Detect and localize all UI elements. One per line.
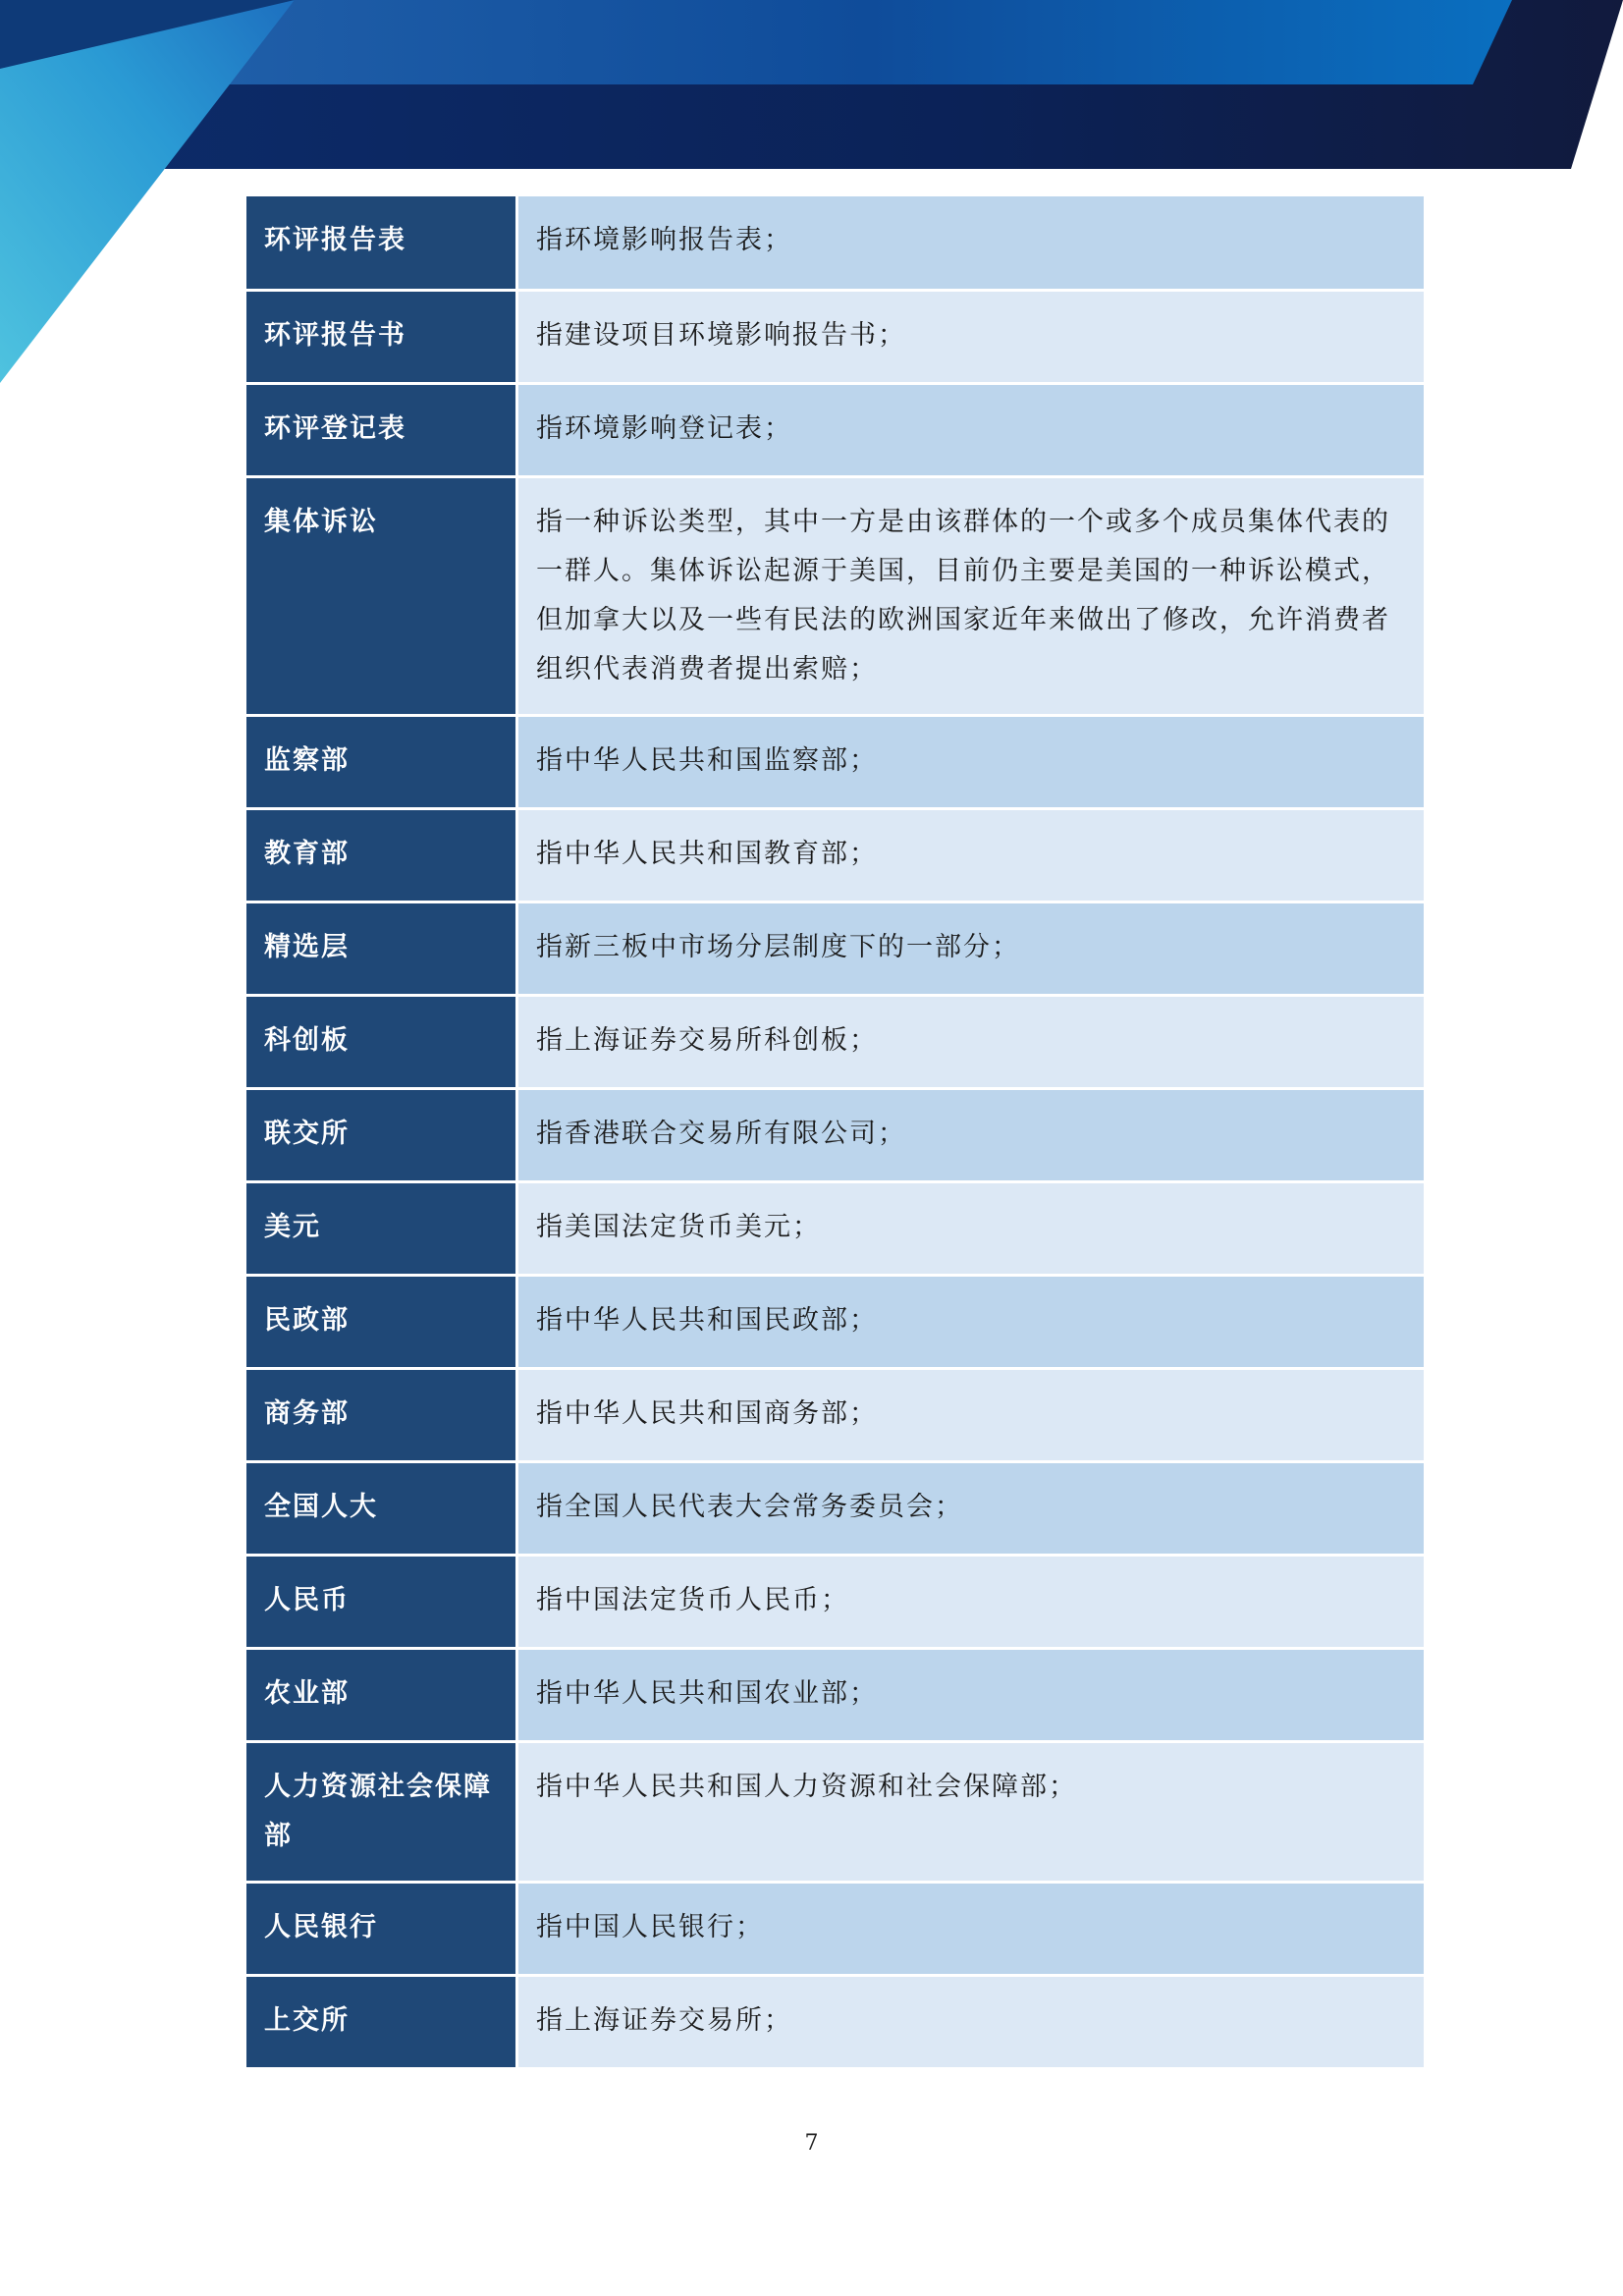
term-cell: 人力资源社会保障部 [246, 1741, 517, 1882]
term-cell: 联交所 [246, 1088, 517, 1181]
definition-cell: 指中华人民共和国商务部； [517, 1368, 1425, 1461]
definition-cell: 指中华人民共和国监察部； [517, 715, 1425, 808]
table-row [246, 995, 1424, 1088]
table-row [246, 715, 1424, 808]
definition-cell: 指中华人民共和国民政部； [517, 1275, 1425, 1368]
table-row [246, 808, 1424, 902]
page-number: 7 [804, 2131, 819, 2156]
definition-cell: 指新三板中市场分层制度下的一部分； [517, 902, 1425, 995]
term-cell: 上交所 [246, 1975, 517, 2068]
table-row [246, 290, 1424, 383]
term-cell: 精选层 [246, 902, 517, 995]
table-row [246, 1088, 1424, 1181]
table-row [246, 1275, 1424, 1368]
definition-cell: 指中华人民共和国农业部； [517, 1648, 1425, 1741]
term-cell: 美元 [246, 1181, 517, 1275]
table-row [246, 1648, 1424, 1741]
table-row [246, 1741, 1424, 1882]
definition-cell: 指建设项目环境影响报告书； [517, 290, 1425, 383]
term-cell: 监察部 [246, 715, 517, 808]
table-row [246, 902, 1424, 995]
definition-cell: 指中华人民共和国教育部； [517, 808, 1425, 902]
definition-cell: 指上海证券交易所； [517, 1975, 1425, 2068]
definition-cell: 指中国法定货币人民币； [517, 1555, 1425, 1648]
definition-cell: 指一种诉讼类型，其中一方是由该群体的一个或多个成员集体代表的一群人。集体诉讼起源于美国，目前仍主要是美国的一种诉讼模式，但加拿大以及一些有民法的欧洲国家近年来做出了修改，允许消费者组织代表消费者提出索赔； [517, 476, 1425, 715]
term-cell: 教育部 [246, 808, 517, 902]
table-row [246, 196, 1424, 290]
table-row [246, 1461, 1424, 1555]
term-cell: 人民银行 [246, 1882, 517, 1975]
definition-cell: 指美国法定货币美元； [517, 1181, 1425, 1275]
glossary-table [246, 196, 1424, 2070]
table-row [246, 1368, 1424, 1461]
term-cell: 全国人大 [246, 1461, 517, 1555]
definition-cell: 指环境影响登记表； [517, 383, 1425, 476]
definition-cell: 指上海证券交易所科创板； [517, 995, 1425, 1088]
table-row [246, 476, 1424, 715]
definition-cell: 指中国人民银行； [517, 1882, 1425, 1975]
term-cell: 环评报告书 [246, 290, 517, 383]
definition-cell: 指中华人民共和国人力资源和社会保障部； [517, 1741, 1425, 1882]
definition-cell: 指环境影响报告表； [517, 196, 1425, 290]
term-cell: 人民币 [246, 1555, 517, 1648]
table-row [246, 1181, 1424, 1275]
table-row [246, 1975, 1424, 2068]
term-cell: 民政部 [246, 1275, 517, 1368]
term-cell: 农业部 [246, 1648, 517, 1741]
table-row [246, 1555, 1424, 1648]
term-cell: 环评登记表 [246, 383, 517, 476]
term-cell: 环评报告表 [246, 196, 517, 290]
term-cell: 集体诉讼 [246, 476, 517, 715]
definition-cell: 指香港联合交易所有限公司； [517, 1088, 1425, 1181]
definition-cell: 指全国人民代表大会常务委员会； [517, 1461, 1425, 1555]
term-cell: 商务部 [246, 1368, 517, 1461]
table-row [246, 383, 1424, 476]
term-cell: 科创板 [246, 995, 517, 1088]
table-row [246, 1882, 1424, 1975]
